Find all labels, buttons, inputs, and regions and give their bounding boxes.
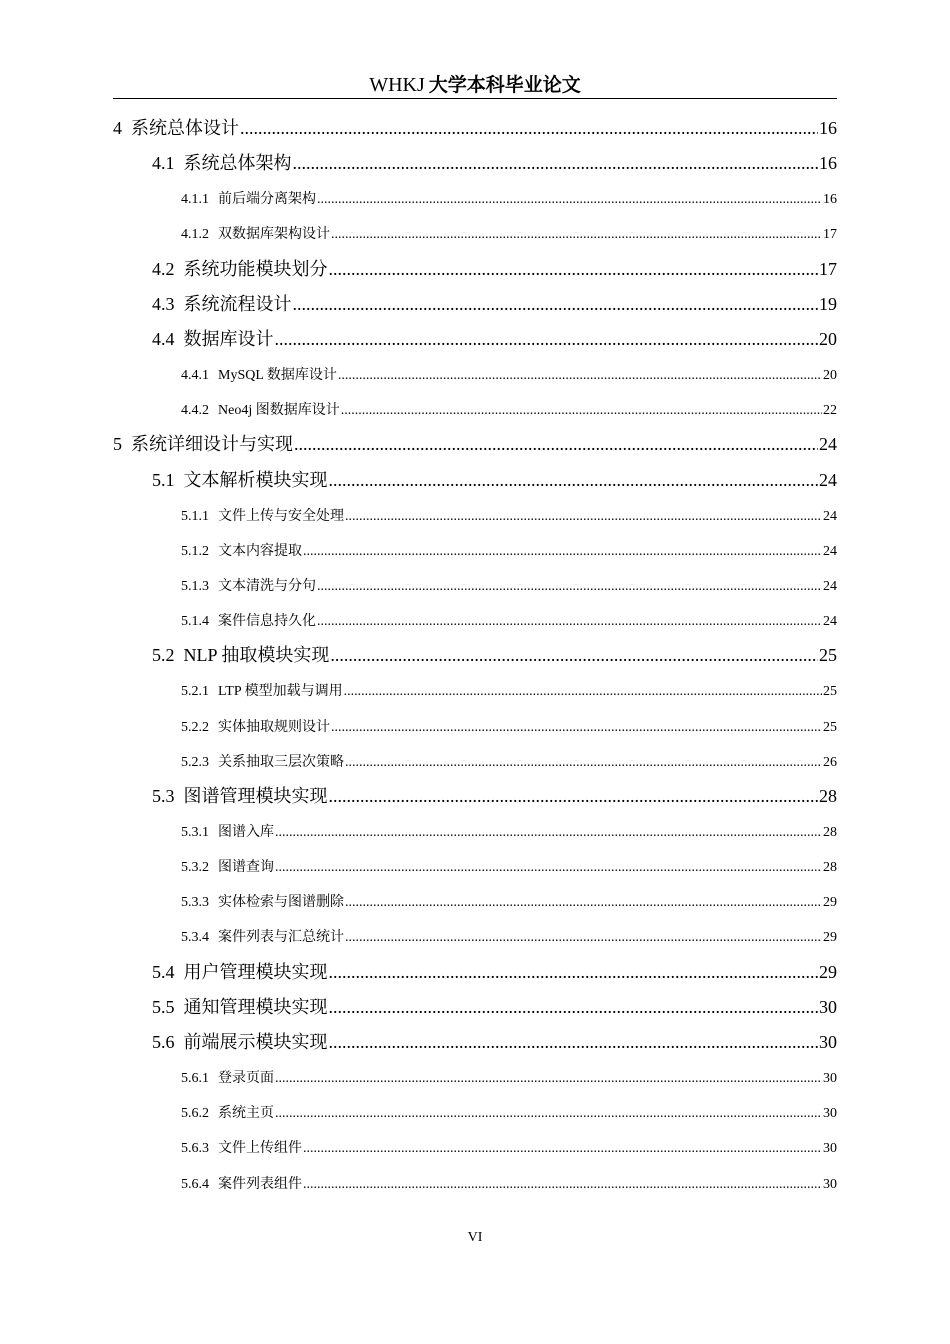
toc-dot-leader	[275, 860, 822, 876]
toc-entry[interactable]	[152, 1028, 837, 1054]
toc-entry-number: 5.6.2	[181, 1106, 209, 1122]
toc-entry-label: 前端展示模块实现	[183, 1031, 328, 1052]
toc-entry-label: 登录页面	[218, 1071, 274, 1087]
toc-entry-page: 24	[819, 469, 837, 490]
toc-dot-leader	[329, 470, 819, 491]
toc-entry-page: 20	[819, 328, 837, 349]
toc-entry-title	[181, 926, 344, 946]
toc-entry-label: 文本内容提取	[218, 543, 302, 559]
toc-entry-page: 30	[819, 1031, 837, 1052]
toc-entry-title	[181, 505, 344, 525]
toc-dot-leader	[329, 962, 819, 983]
toc-entry[interactable]	[152, 958, 837, 984]
toc-dot-leader	[330, 645, 818, 666]
toc-entry-label: 图谱入库	[218, 825, 274, 840]
toc-entry-label: 案件列表组件	[218, 1176, 302, 1192]
toc-entry[interactable]	[181, 540, 837, 560]
toc-dot-leader	[275, 1106, 822, 1122]
toc-entry[interactable]	[181, 1067, 837, 1087]
toc-entry[interactable]	[181, 856, 837, 876]
toc-entry[interactable]	[181, 680, 837, 700]
toc-entry-number: 5.2.1	[181, 684, 209, 700]
toc-entry-page: 28	[823, 860, 837, 876]
toc-entry-number: 4.1.2	[181, 227, 209, 243]
toc-entry-title	[181, 716, 330, 736]
toc-entry-title	[152, 149, 292, 175]
toc-entry-number: 4.4.1	[181, 368, 209, 384]
toc-entry[interactable]	[181, 716, 837, 736]
toc-entry-page: 16	[823, 192, 837, 208]
toc-entry-number: 5.1.3	[181, 578, 209, 594]
toc-entry-title	[152, 958, 328, 984]
toc-entry-title	[181, 540, 302, 560]
toc-entry-title	[152, 1028, 328, 1054]
toc-entry[interactable]	[152, 290, 837, 316]
toc-entry[interactable]	[152, 782, 837, 808]
toc-entry-label: 图谱管理模块实现	[183, 785, 328, 806]
toc-entry[interactable]	[152, 149, 837, 175]
toc-entry-title	[113, 430, 293, 456]
toc-entry-page: 29	[819, 961, 837, 982]
toc-entry-number: 5.3.4	[181, 930, 209, 946]
toc-entry-label: LTP 模型加载与调用	[218, 684, 343, 700]
toc-dot-leader	[345, 755, 822, 771]
toc-entry-page: 29	[823, 895, 837, 911]
toc-entry-number: 5.1	[152, 469, 175, 490]
toc-dot-leader	[317, 192, 822, 208]
toc-entry-page: 20	[823, 368, 837, 384]
toc-entry-number: 5.6.4	[181, 1176, 209, 1192]
toc-dot-leader	[294, 434, 818, 455]
toc-dot-leader	[317, 579, 822, 595]
toc-entry-title	[181, 223, 330, 243]
toc-entry-number: 5.6	[152, 1031, 175, 1052]
toc-entry-number: 5.2.3	[181, 754, 209, 770]
toc-entry-title	[113, 114, 239, 140]
toc-entry-title	[181, 1173, 302, 1193]
toc-entry-page: 16	[819, 118, 837, 138]
toc-entry[interactable]	[181, 364, 837, 384]
toc-entry[interactable]	[181, 188, 837, 208]
toc-dot-leader	[344, 684, 822, 700]
toc-entry-label: 关系抽取三层次策略	[218, 754, 344, 770]
toc-entry-title	[181, 856, 274, 876]
toc-dot-leader	[317, 614, 822, 630]
toc-entry-page: 24	[823, 543, 837, 559]
toc-entry-page: 30	[819, 996, 837, 1017]
toc-dot-leader	[341, 403, 822, 419]
toc-dot-leader	[293, 153, 819, 174]
toc-dot-leader	[331, 227, 822, 243]
toc-entry-label: 系统功能模块划分	[183, 258, 328, 279]
toc-entry-number: 4.1	[152, 153, 175, 174]
toc-entry-number: 5.5	[152, 996, 175, 1017]
toc-entry[interactable]	[181, 399, 837, 419]
toc-entry-page: 24	[823, 614, 837, 630]
toc-entry-page: 22	[823, 403, 837, 419]
toc-entry-title	[181, 1137, 302, 1157]
toc-entry-number: 5.1.1	[181, 508, 209, 524]
toc-dot-leader	[331, 720, 822, 736]
toc-entry-number: 5.3	[152, 785, 175, 806]
toc-entry-page: 16	[819, 153, 837, 174]
toc-entry-title	[152, 325, 274, 351]
toc-entry-label: 文本清洗与分句	[218, 578, 316, 594]
toc-entry-label: NLP 抽取模块实现	[183, 645, 330, 666]
toc-entry-title	[181, 188, 316, 208]
toc-entry-label: 图谱查询	[218, 860, 274, 876]
header-title: 大学本科毕业论文	[428, 74, 581, 96]
toc-entry-number: 4.2	[152, 258, 175, 279]
toc-dot-leader	[345, 930, 822, 946]
toc-entry-label: 文件上传组件	[218, 1141, 302, 1157]
toc-entry-label: 文本解析模块实现	[183, 469, 328, 490]
toc-dot-leader	[345, 509, 822, 525]
toc-entry-label: 通知管理模块实现	[183, 996, 328, 1017]
toc-dot-leader	[329, 786, 819, 807]
toc-entry-page: 30	[823, 1106, 837, 1122]
toc-entry-page: 25	[819, 645, 837, 666]
toc-entry-label: MySQL 数据库设计	[218, 368, 337, 384]
toc-entry[interactable]	[152, 466, 837, 492]
toc-entry-number: 5.3.3	[181, 895, 209, 911]
toc-entry-number: 5.3.2	[181, 860, 209, 876]
toc-dot-leader	[275, 825, 822, 841]
toc-entry-label: 系统总体架构	[183, 153, 292, 174]
toc-entry[interactable]	[181, 575, 837, 595]
toc-entry[interactable]	[181, 751, 837, 771]
toc-entry-number: 5.3.1	[181, 825, 209, 840]
toc-entry-page: 17	[819, 258, 837, 279]
toc-entry-page: 19	[819, 293, 837, 314]
toc-entry-title	[152, 782, 328, 808]
toc-entry-title	[152, 993, 328, 1019]
toc-entry-number: 5.1.4	[181, 614, 209, 630]
toc-entry[interactable]	[181, 891, 837, 911]
toc-dot-leader	[240, 118, 818, 139]
toc-entry-label: 前后端分离架构	[218, 192, 316, 208]
toc-entry-page: 25	[823, 684, 837, 700]
toc-entry-label: 实体抽取规则设计	[218, 719, 330, 735]
toc-entry-page: 28	[819, 785, 837, 806]
toc-dot-leader	[345, 895, 822, 911]
toc-entry-label: 案件列表与汇总统计	[218, 930, 344, 946]
toc-entry-label: 系统详细设计与实现	[131, 434, 293, 455]
toc-entry-title	[181, 751, 344, 771]
toc-dot-leader	[275, 329, 819, 350]
toc-entry-number: 4.4	[152, 328, 175, 349]
toc-entry-page: 24	[823, 578, 837, 594]
toc-entry[interactable]	[181, 821, 837, 841]
toc-entry-number: 4.1.1	[181, 192, 209, 208]
toc-entry-page: 30	[823, 1176, 837, 1192]
toc-entry[interactable]	[152, 255, 837, 281]
toc-entry-number: 5	[113, 434, 122, 455]
toc-entry[interactable]	[181, 1137, 837, 1157]
toc-entry-page: 28	[823, 825, 837, 840]
header-brand: WHKJ	[369, 74, 425, 96]
toc-entry-title	[181, 364, 337, 384]
toc-dot-leader	[303, 1141, 822, 1157]
toc-dot-leader	[303, 544, 822, 560]
toc-entry-page: 24	[823, 508, 837, 524]
toc-entry-number: 5.6.3	[181, 1141, 209, 1157]
toc-entry-page: 30	[823, 1071, 837, 1087]
toc-entry-label: Neo4j 图数据库设计	[218, 403, 340, 419]
toc-entry[interactable]	[181, 610, 837, 630]
toc-entry-page: 26	[823, 754, 837, 770]
toc-entry-number: 4.4.2	[181, 403, 209, 419]
toc-entry[interactable]	[181, 1173, 837, 1193]
toc-entry-title	[181, 1067, 274, 1087]
toc-entry-label: 文件上传与安全处理	[218, 508, 344, 524]
toc-entry-label: 双数据库架构设计	[218, 227, 330, 243]
toc-entry-title	[181, 891, 344, 911]
toc-entry-page: 24	[819, 434, 837, 455]
toc-dot-leader	[338, 368, 822, 384]
toc-entry-label: 数据库设计	[183, 328, 274, 349]
toc-dot-leader	[303, 1177, 822, 1193]
toc-entry-title	[181, 399, 340, 419]
toc-entry-title	[181, 821, 274, 841]
toc-entry[interactable]	[152, 641, 837, 667]
toc-entry-title	[152, 466, 328, 492]
toc-dot-leader	[275, 1071, 822, 1087]
toc-entry-title	[152, 255, 328, 281]
toc-entry-title	[181, 1102, 274, 1122]
toc-entry-number: 5.2	[152, 645, 175, 666]
toc-dot-leader	[329, 259, 819, 280]
toc-entry[interactable]	[113, 430, 837, 456]
toc-entry-label: 系统流程设计	[183, 293, 292, 314]
toc-dot-leader	[329, 997, 819, 1018]
toc-entry-page: 17	[823, 227, 837, 243]
toc-entry-page: 25	[823, 719, 837, 735]
toc-entry-number: 4.3	[152, 293, 175, 314]
toc-entry-title	[152, 290, 292, 316]
toc-entry[interactable]	[181, 926, 837, 946]
toc-entry-label: 案件信息持久化	[218, 614, 316, 630]
toc-entry-page: 29	[823, 930, 837, 946]
toc-entry-number: 4	[113, 118, 122, 138]
toc-entry-number: 5.2.2	[181, 719, 209, 735]
toc-entry-number: 5.4	[152, 961, 175, 982]
toc-entry-label: 用户管理模块实现	[183, 961, 328, 982]
toc-dot-leader	[329, 1032, 819, 1053]
toc-entry[interactable]	[113, 114, 837, 140]
toc-dot-leader	[293, 294, 819, 315]
toc-entry-title	[181, 575, 316, 595]
toc-entry[interactable]	[152, 993, 837, 1019]
toc-entry[interactable]	[181, 505, 837, 525]
toc-entry-title	[152, 641, 329, 667]
toc-entry-label: 实体检索与图谱删除	[218, 895, 344, 911]
toc-entry[interactable]	[181, 223, 837, 243]
toc-entry[interactable]	[152, 325, 837, 351]
toc-entry-title	[181, 680, 343, 700]
toc-entry-title	[181, 610, 316, 630]
toc-entry-number: 5.1.2	[181, 543, 209, 559]
toc-entry[interactable]	[181, 1102, 837, 1122]
page-number: VI	[467, 1230, 483, 1245]
toc-entry-number: 5.6.1	[181, 1071, 209, 1087]
toc-entry-page: 30	[823, 1141, 837, 1157]
toc-entry-label: 系统主页	[218, 1106, 274, 1122]
toc-entry-label: 系统总体设计	[131, 118, 239, 138]
